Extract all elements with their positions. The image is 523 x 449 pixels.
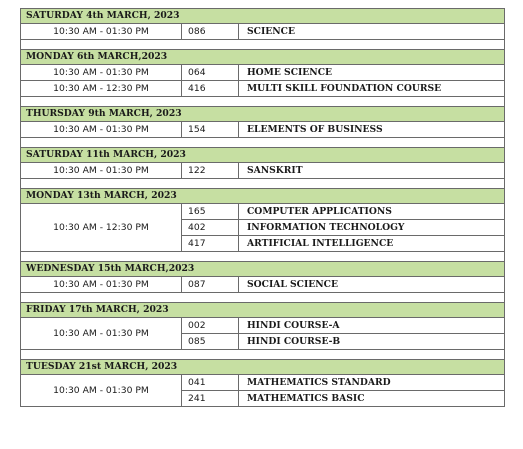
subject-code: 085	[182, 334, 239, 349]
subject-name: SOCIAL SCIENCE	[247, 279, 338, 290]
exam-time: 10:30 AM - 01:30 PM	[21, 65, 182, 80]
exam-block	[21, 24, 504, 40]
exam-date-header: MONDAY 6th MARCH,2023	[21, 50, 504, 65]
subject-code: 241	[182, 391, 239, 406]
exam-day	[21, 360, 504, 407]
paper-row	[182, 163, 504, 178]
subject-code: 402	[182, 220, 239, 235]
exam-time: 10:30 AM - 01:30 PM	[21, 277, 182, 292]
exam-block	[21, 318, 504, 350]
paper-row	[182, 318, 504, 333]
paper-row	[182, 65, 504, 80]
exam-day	[21, 9, 504, 50]
subject-code: 416	[182, 81, 239, 96]
date-sheet-table	[20, 8, 505, 407]
exam-block	[21, 163, 504, 179]
exam-day	[21, 148, 504, 189]
exam-block	[21, 277, 504, 293]
paper-list	[182, 375, 504, 406]
row-spacer	[21, 179, 504, 189]
row-spacer	[21, 293, 504, 303]
row-spacer	[21, 252, 504, 262]
subject-name: SCIENCE	[247, 26, 295, 37]
subject-code: 154	[182, 122, 239, 137]
subject-code: 165	[182, 204, 239, 219]
exam-date-header: MONDAY 13th MARCH, 2023	[21, 189, 504, 204]
paper-row	[182, 122, 504, 137]
exam-block	[21, 375, 504, 407]
exam-date-header: TUESDAY 21st MARCH, 2023	[21, 360, 504, 375]
exam-time: 10:30 AM - 12:30 PM	[21, 81, 182, 96]
exam-time: 10:30 AM - 01:30 PM	[21, 24, 182, 39]
subject-code: 087	[182, 277, 239, 292]
subject-name: MATHEMATICS STANDARD	[247, 377, 391, 388]
subject-name: HINDI COURSE-B	[247, 336, 341, 347]
row-spacer	[21, 138, 504, 148]
paper-list	[182, 163, 504, 178]
paper-row	[182, 24, 504, 39]
exam-time: 10:30 AM - 01:30 PM	[21, 163, 182, 178]
exam-time: 10:30 AM - 01:30 PM	[21, 122, 182, 137]
paper-row	[182, 375, 504, 390]
subject-code: 086	[182, 24, 239, 39]
exam-block	[21, 65, 504, 81]
paper-list	[182, 122, 504, 137]
subject-name: HINDI COURSE-A	[247, 320, 340, 331]
paper-list	[182, 277, 504, 292]
exam-date-header: WEDNESDAY 15th MARCH,2023	[21, 262, 504, 277]
subject-name: MATHEMATICS BASIC	[247, 393, 365, 404]
exam-date-header: SATURDAY 4th MARCH, 2023	[21, 9, 504, 24]
paper-row	[182, 219, 504, 235]
exam-block	[21, 81, 504, 97]
exam-date-header: THURSDAY 9th MARCH, 2023	[21, 107, 504, 122]
paper-list	[182, 65, 504, 80]
exam-date-header: FRIDAY 17th MARCH, 2023	[21, 303, 504, 318]
exam-day	[21, 303, 504, 360]
exam-day	[21, 189, 504, 262]
exam-time: 10:30 AM - 01:30 PM	[21, 318, 182, 349]
subject-code: 417	[182, 236, 239, 251]
subject-name: SANSKRIT	[247, 165, 303, 176]
subject-code: 122	[182, 163, 239, 178]
subject-code: 064	[182, 65, 239, 80]
subject-name: COMPUTER APPLICATIONS	[247, 206, 392, 217]
subject-name: INFORMATION TECHNOLOGY	[247, 222, 405, 233]
exam-time: 10:30 AM - 12:30 PM	[21, 204, 182, 251]
subject-name: ARTIFICIAL INTELLIGENCE	[247, 238, 394, 249]
subject-code: 041	[182, 375, 239, 390]
exam-day	[21, 50, 504, 107]
paper-row	[182, 81, 504, 96]
exam-block	[21, 122, 504, 138]
subject-name: ELEMENTS OF BUSINESS	[247, 124, 383, 135]
paper-row	[182, 235, 504, 251]
paper-row	[182, 333, 504, 349]
paper-row	[182, 204, 504, 219]
subject-code: 002	[182, 318, 239, 333]
subject-name: HOME SCIENCE	[247, 67, 333, 78]
exam-day	[21, 262, 504, 303]
paper-list	[182, 318, 504, 349]
paper-row	[182, 390, 504, 406]
paper-list	[182, 204, 504, 251]
row-spacer	[21, 40, 504, 50]
subject-name: MULTI SKILL FOUNDATION COURSE	[247, 83, 442, 94]
exam-block	[21, 204, 504, 252]
paper-list	[182, 81, 504, 96]
exam-time: 10:30 AM - 01:30 PM	[21, 375, 182, 406]
exam-date-header: SATURDAY 11th MARCH, 2023	[21, 148, 504, 163]
paper-list	[182, 24, 504, 39]
paper-row	[182, 277, 504, 292]
row-spacer	[21, 350, 504, 360]
exam-day	[21, 107, 504, 148]
row-spacer	[21, 97, 504, 107]
